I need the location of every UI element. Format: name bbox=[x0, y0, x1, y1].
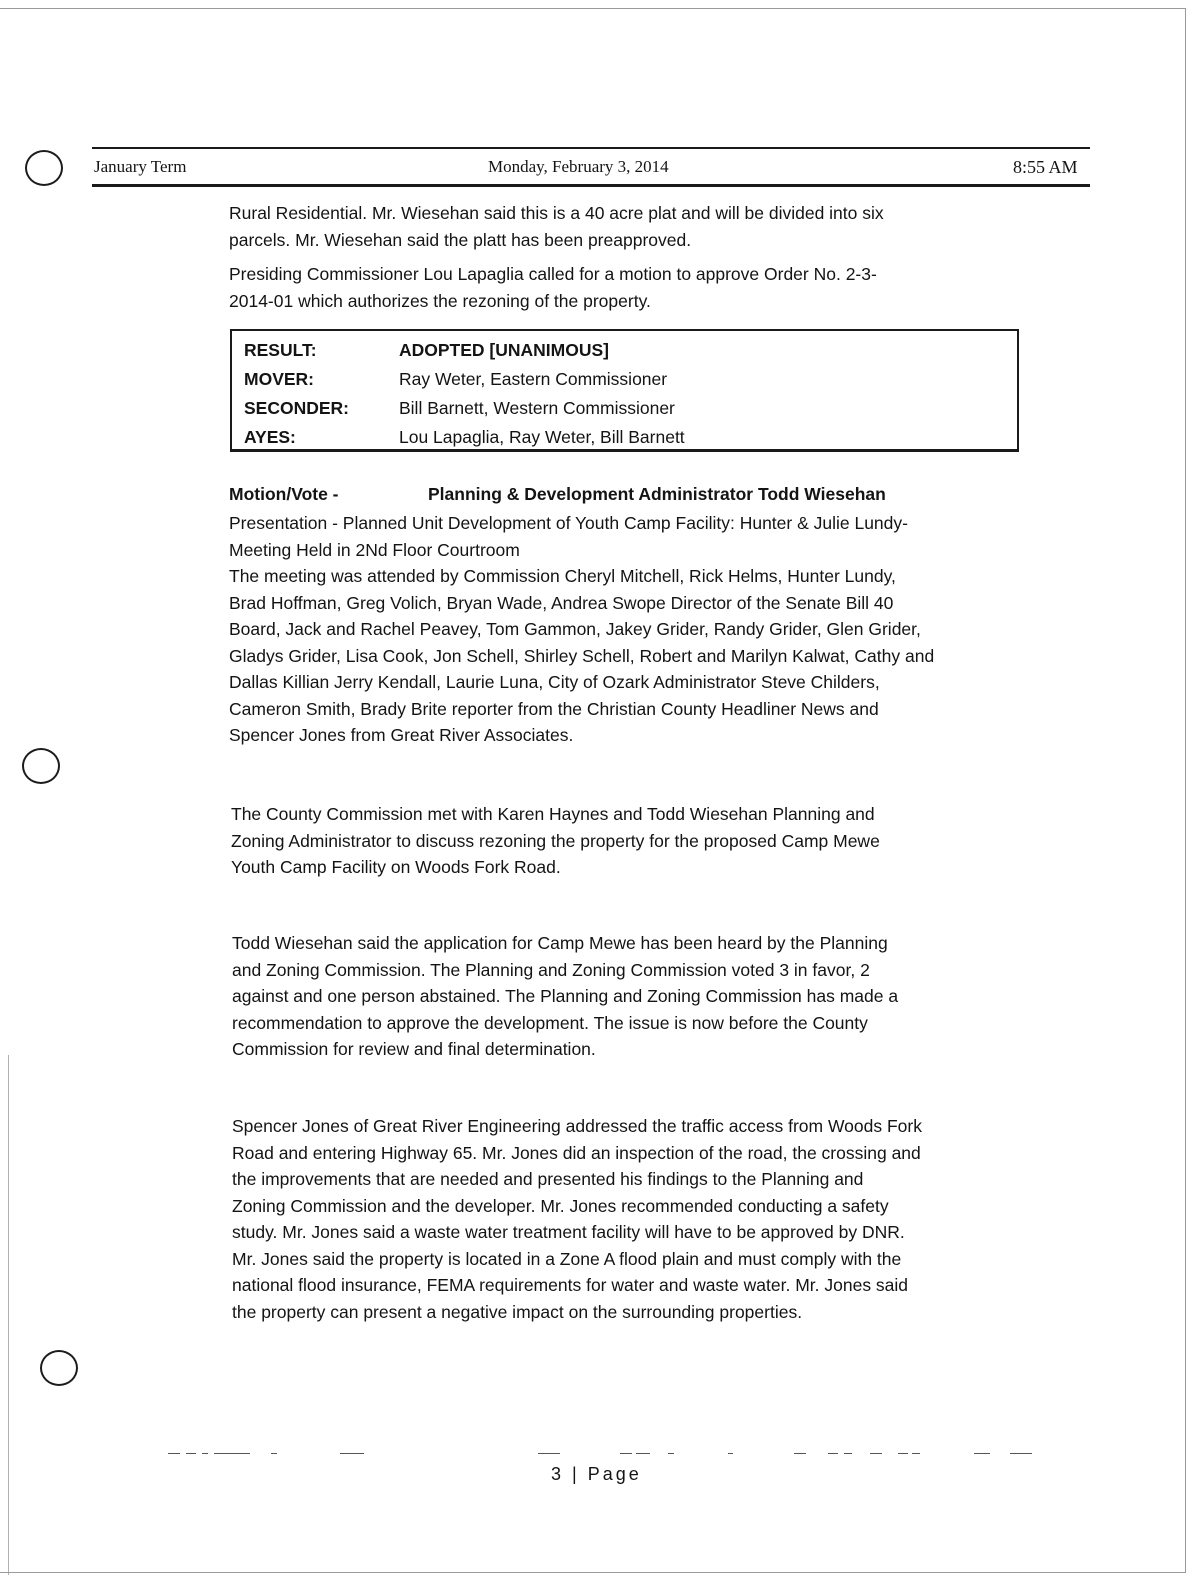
jones-statement-section bbox=[232, 1113, 1052, 1325]
attendance-paragraph: Presentation - Planned Unit Development of Youth Camp Facility: Hunter & Julie Lundy- Meeting Held in 2Nd Floor Courtroom The meeting was attended by Commission Cheryl Mitchell, Rick Helms, Hunter Lundy, Brad Hoffman, Greg Volich, Bryan Wade, Andrea Swope Director of the Senate Bill 40 Board, Jack and Rachel Peavey, Tom Gammon, Jakey Grider, Randy Grider, Glen Grider, Gladys Grider, Lisa Cook, Jon Schell, Shirley Schell, Robert and Marilyn Kalwat, Cathy and Dallas Killian Jerry Kendall, Laurie Luna, City of Ozark Administrator Steve Childers, Cameron Smith, Brady Brite reporter from the Christian County Headliner News and Spencer Jones from Great River Associates. bbox=[229, 513, 935, 745]
intro-section bbox=[229, 200, 1049, 314]
header-term: January Term bbox=[94, 157, 187, 176]
vote-label: MOVER: bbox=[244, 369, 314, 389]
vote-result-table bbox=[230, 329, 1019, 452]
vote-value: Lou Lapaglia, Ray Weter, Bill Barnett bbox=[399, 427, 685, 447]
vote-label: RESULT: bbox=[244, 340, 317, 360]
wiesehan-statement-paragraph: Todd Wiesehan said the application for Camp Mewe has been heard by the Planning and Zoning Commission. The Planning and Zoning Commission voted 3 in favor, 2 against and one person abstained. The Planning and Zoning Commission has made a recommendation to approve the development. The issue is now before the County Commission for review and final determination. bbox=[232, 933, 899, 1059]
vote-row-seconder bbox=[244, 397, 675, 419]
section-heading bbox=[229, 484, 886, 505]
meeting-summary-section bbox=[231, 801, 1051, 881]
attendance-section bbox=[229, 510, 1049, 749]
page-number: 3 | Page bbox=[551, 1464, 642, 1484]
header-date: Monday, February 3, 2014 bbox=[488, 157, 669, 176]
header-time: 8:55 AM bbox=[1013, 157, 1078, 177]
vote-row-ayes bbox=[244, 426, 685, 448]
meeting-summary-paragraph: The County Commission met with Karen Haynes and Todd Wiesehan Planning and Zoning Administrator to discuss rezoning the property for the proposed Camp Mewe Youth Camp Facility on Woods Fork Road. bbox=[231, 804, 880, 877]
punch-hole-icon bbox=[40, 1350, 78, 1386]
motion-call-paragraph: Presiding Commissioner Lou Lapaglia called for a motion to approve Order No. 2-3- 2014-01 which authorizes the rezoning of the property. bbox=[229, 264, 877, 311]
punch-hole-icon bbox=[22, 748, 60, 784]
page-edge-right bbox=[1185, 8, 1186, 1573]
header-rule-bottom bbox=[92, 184, 1090, 187]
page-edge-top bbox=[0, 8, 1185, 9]
vote-value: ADOPTED [UNANIMOUS] bbox=[399, 340, 609, 360]
section-topic: Planning & Development Administrator Todd Wiesehan bbox=[428, 484, 886, 504]
intro-paragraph: Rural Residential. Mr. Wiesehan said this is a 40 acre plat and will be divided into six parcels. Mr. Wiesehan said the platt has been preapproved. bbox=[229, 203, 884, 250]
vote-label: SECONDER: bbox=[244, 398, 350, 418]
vote-row-result bbox=[244, 339, 609, 361]
footer-dashed-rule bbox=[168, 1453, 1038, 1459]
header-rule-top bbox=[92, 147, 1090, 149]
vote-label: AYES: bbox=[244, 427, 296, 447]
jones-statement-paragraph: Spencer Jones of Great River Engineering addressed the traffic access from Woods Fork Road and entering Highway 65. Mr. Jones did an inspection of the road, the crossing and the improvements that are needed and presented his findings to the Planning and Zoning Commission and the developer. Mr. Jones recommended conducting a safety study. Mr. Jones said a waste water treatment facility will have to be approved by DNR. Mr. Jones said the property is located in a Zone A flood plain and must comply with the national flood insurance, FEMA requirements for water and waste water. Mr. Jones said the property can present a negative impact on the surrounding properties. bbox=[232, 1116, 922, 1322]
page-edge-bottom bbox=[0, 1572, 1185, 1573]
punch-hole-icon bbox=[25, 150, 63, 186]
vote-value: Bill Barnett, Western Commissioner bbox=[399, 398, 675, 418]
section-type: Motion/Vote - bbox=[229, 484, 339, 504]
wiesehan-statement-section bbox=[232, 930, 1052, 1063]
vote-row-mover bbox=[244, 368, 667, 390]
vote-value: Ray Weter, Eastern Commissioner bbox=[399, 369, 668, 389]
page-edge-left bbox=[8, 1055, 9, 1575]
